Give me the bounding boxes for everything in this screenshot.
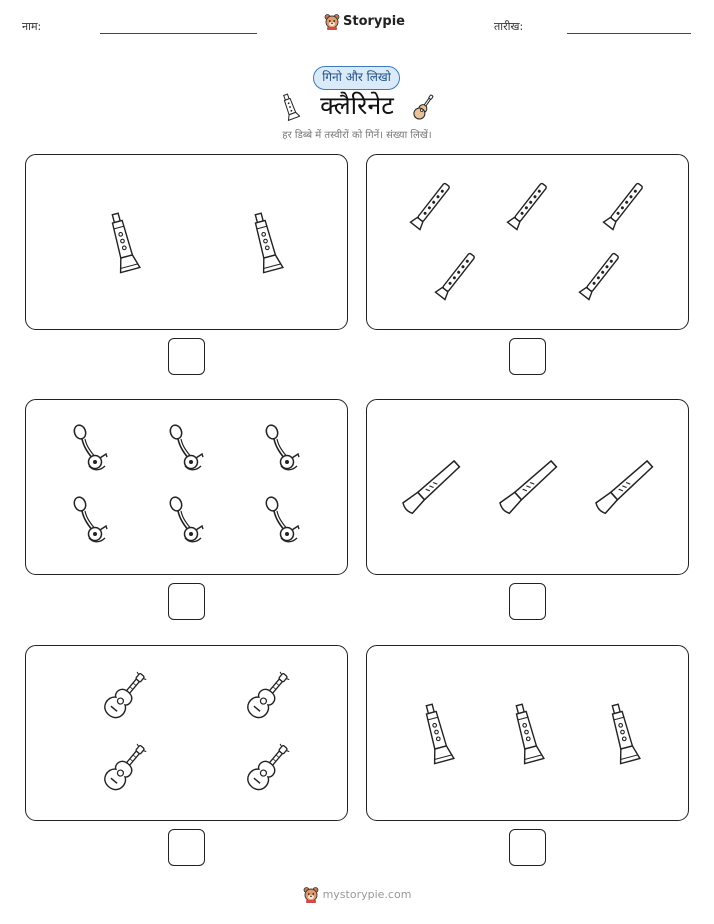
clarinet-picture bbox=[420, 702, 454, 763]
activity-badge: गिनो और लिखो bbox=[313, 66, 400, 90]
brass-key-picture bbox=[72, 496, 107, 542]
answer-box-5[interactable] bbox=[168, 829, 205, 866]
instruction-text: हर डिब्बे में तस्वीरों को गिनें। संख्या लिखें। bbox=[282, 130, 432, 141]
guitar-picture bbox=[244, 668, 293, 721]
count-panel-6 bbox=[366, 645, 689, 821]
clarinet-picture bbox=[249, 211, 283, 272]
count-panel-1 bbox=[25, 154, 348, 330]
page-title: क्लैरिनेट bbox=[320, 91, 394, 120]
name-label: नाम: bbox=[22, 20, 42, 33]
guitar-picture bbox=[101, 740, 150, 793]
flute-picture bbox=[435, 251, 476, 299]
date-line[interactable] bbox=[567, 33, 691, 34]
name-line[interactable] bbox=[100, 33, 257, 34]
flute-picture bbox=[579, 251, 620, 299]
flute-picture bbox=[410, 181, 451, 229]
reed-pipe-picture bbox=[499, 459, 559, 515]
footer bbox=[0, 886, 714, 903]
answer-box-6[interactable] bbox=[509, 829, 546, 866]
brand-logo bbox=[324, 13, 405, 30]
reed-pipe-picture bbox=[402, 459, 462, 515]
clarinet-picture bbox=[106, 211, 140, 272]
brass-key-picture bbox=[168, 496, 203, 542]
clarinet-picture bbox=[606, 702, 640, 763]
flute-picture bbox=[507, 181, 548, 229]
answer-box-3[interactable] bbox=[168, 583, 205, 620]
bear-mascot-icon bbox=[324, 13, 340, 30]
brass-key-picture bbox=[264, 424, 299, 470]
brand-name: Storypie bbox=[343, 14, 405, 29]
reed-pipe-picture bbox=[595, 459, 655, 515]
guitar-picture bbox=[101, 668, 150, 721]
bear-mascot-icon bbox=[303, 886, 319, 903]
count-panel-2 bbox=[366, 154, 689, 330]
guitar-picture bbox=[244, 740, 293, 793]
answer-box-1[interactable] bbox=[168, 338, 205, 375]
brass-key-picture bbox=[264, 496, 299, 542]
guitar-icon bbox=[412, 92, 436, 122]
flute-picture bbox=[603, 181, 644, 229]
count-panel-3 bbox=[25, 399, 348, 575]
brass-key-picture bbox=[72, 424, 107, 470]
clarinet-icon bbox=[280, 92, 300, 122]
brass-key-picture bbox=[168, 424, 203, 470]
clarinet-picture bbox=[510, 702, 544, 763]
answer-box-4[interactable] bbox=[509, 583, 546, 620]
footer-site: mystorypie.com bbox=[322, 888, 412, 901]
answer-box-2[interactable] bbox=[509, 338, 546, 375]
count-panel-4 bbox=[366, 399, 689, 575]
date-label: तारीख: bbox=[494, 20, 524, 33]
count-panel-5 bbox=[25, 645, 348, 821]
